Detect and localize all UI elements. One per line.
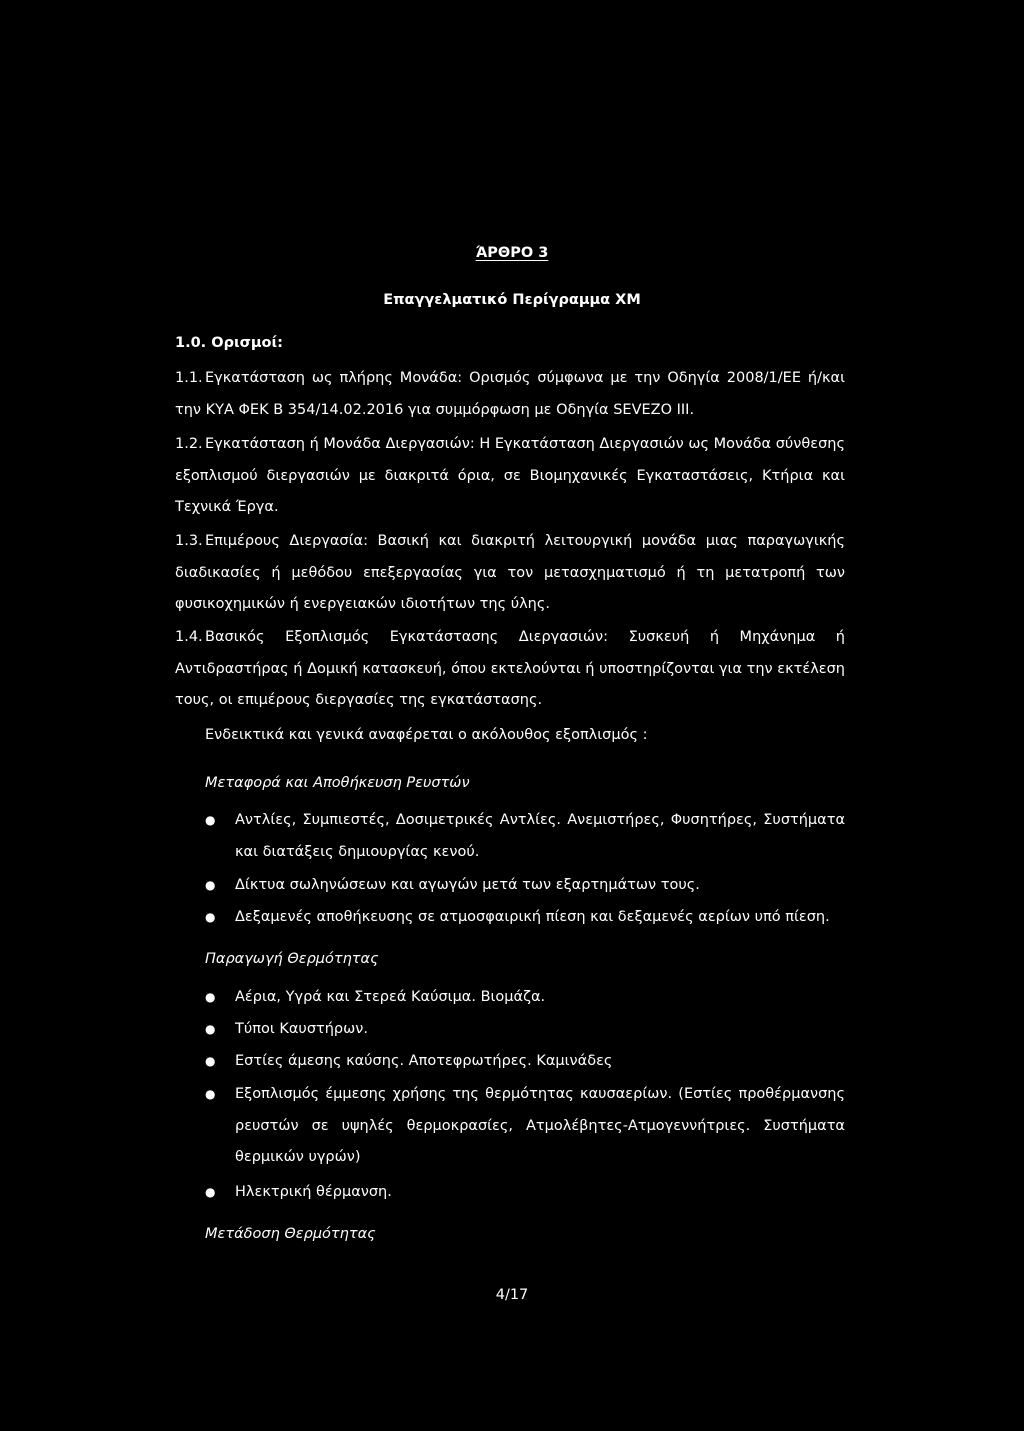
list-item: ● Εστίες άμεσης καύσης. Αποτεφρωτήρες. Καμινάδες: [205, 1046, 845, 1078]
article-title: ΆΡΘΡΟ 3: [475, 245, 549, 261]
list-item: ● Αέρια, Υγρά και Στερεά Καύσιμα. Βιομάζα.: [205, 982, 845, 1014]
bullet-icon: ●: [205, 910, 216, 924]
list-item: ● Δίκτυα σωληνώσεων και αγωγών μετά των εξαρτημάτων τους.: [205, 870, 845, 902]
list-item: ● Δεξαμενές αποθήκευσης σε ατμοσφαιρική πίεση και δεξαμενές αερίων υπό πίεση.: [205, 902, 845, 934]
definition-text: Εγκατάσταση ως πλήρης Μονάδα: Ορισμός σύμφωνα με την Οδηγία 2008/1/ΕΕ ή/και την ΚΥΑ ΦΕΚ Β 354/14.02.2016 για συμμόρφωση με Οδηγία SEVEZO III.: [175, 370, 845, 418]
bullet-icon: ●: [205, 1022, 216, 1036]
list-item: ● Ηλεκτρική θέρμανση.: [205, 1177, 845, 1209]
bullet-icon: ●: [205, 1087, 216, 1101]
indicative-text: Ενδεικτικά και γενικά αναφέρεται ο ακόλουθος εξοπλισμός :: [205, 727, 648, 743]
definition-number: 1.3.: [175, 533, 203, 549]
list-item: ● Αντλίες, Συμπιεστές, Δοσιμετρικές Αντλίες. Ανεμιστήρες, Φυσητήρες, Συστήματα και διατάξεις δημιουργίας κενού.: [205, 805, 845, 868]
list-item: ● Εξοπλισμός έμμεσης χρήσης της θερμότητας καυσαερίων. (Εστίες προθέρμανσης ρευστών σε υψηλές θερμοκρασίες, Ατμολέβητες-Ατμογεννήτριες. Συστήματα θερμικών υγρών): [205, 1079, 845, 1174]
bullet-icon: ●: [205, 990, 216, 1004]
bullet-icon: ●: [205, 813, 216, 827]
definition-number: 1.2.: [175, 436, 203, 452]
definition-text: Επιμέρους Διεργασία: Βασική και διακριτή λειτουργική μονάδα μιας παραγωγικής διαδικασίες ή μεθόδου επεξεργασίας για τον μετασχηματισμό ή τη μετατροπή των φυσικοχημικών ή ενεργειακών ιδιοτήτων της ύλης.: [175, 533, 845, 612]
bullet-icon: ●: [205, 878, 216, 892]
section-heading-heat-transfer: Μετάδοση Θερμότητας: [205, 1226, 376, 1242]
bullet-icon: ●: [205, 1054, 216, 1068]
definition-number: 1.1.: [175, 370, 203, 386]
section-heading-heat-production: Παραγωγή Θερμότητας: [205, 951, 379, 967]
definition-1-1: [175, 363, 845, 426]
list-item: ● Τύποι Καυστήρων.: [205, 1014, 845, 1046]
definition-1-4: [175, 622, 845, 717]
definition-1-3: [175, 526, 845, 621]
section-heading-fluids: Μεταφορά και Αποθήκευση Ρευστών: [205, 775, 470, 791]
definitions-heading: 1.0. Ορισμοί:: [175, 335, 283, 351]
definition-number: 1.4.: [175, 629, 203, 645]
page-number: 4/17: [495, 1287, 529, 1303]
bullet-icon: ●: [205, 1185, 216, 1199]
definition-text: Εγκατάσταση ή Μονάδα Διεργασιών: Η Εγκατάσταση Διεργασιών ως Μονάδα σύνθεσης εξοπλισμού διεργασιών με διακριτά όρια, σε Βιομηχανικές Εγκαταστάσεις, Κτήρια και Τεχνικά Έργα.: [175, 436, 846, 515]
definition-1-2: [175, 429, 845, 524]
article-subtitle: Επαγγελματικό Περίγραμμα ΧΜ: [383, 292, 641, 308]
definition-text: Βασικός Εξοπλισμός Εγκατάστασης Διεργασιών: Συσκευή ή Μηχάνημα ή Αντιδραστήρας ή Δομική κατασκευή, όπου εκτελούνται ή υποστηρίζονται για την εκτέλεση τους, οι επιμέρους διεργασίες της εγκατάστασης.: [175, 629, 845, 708]
